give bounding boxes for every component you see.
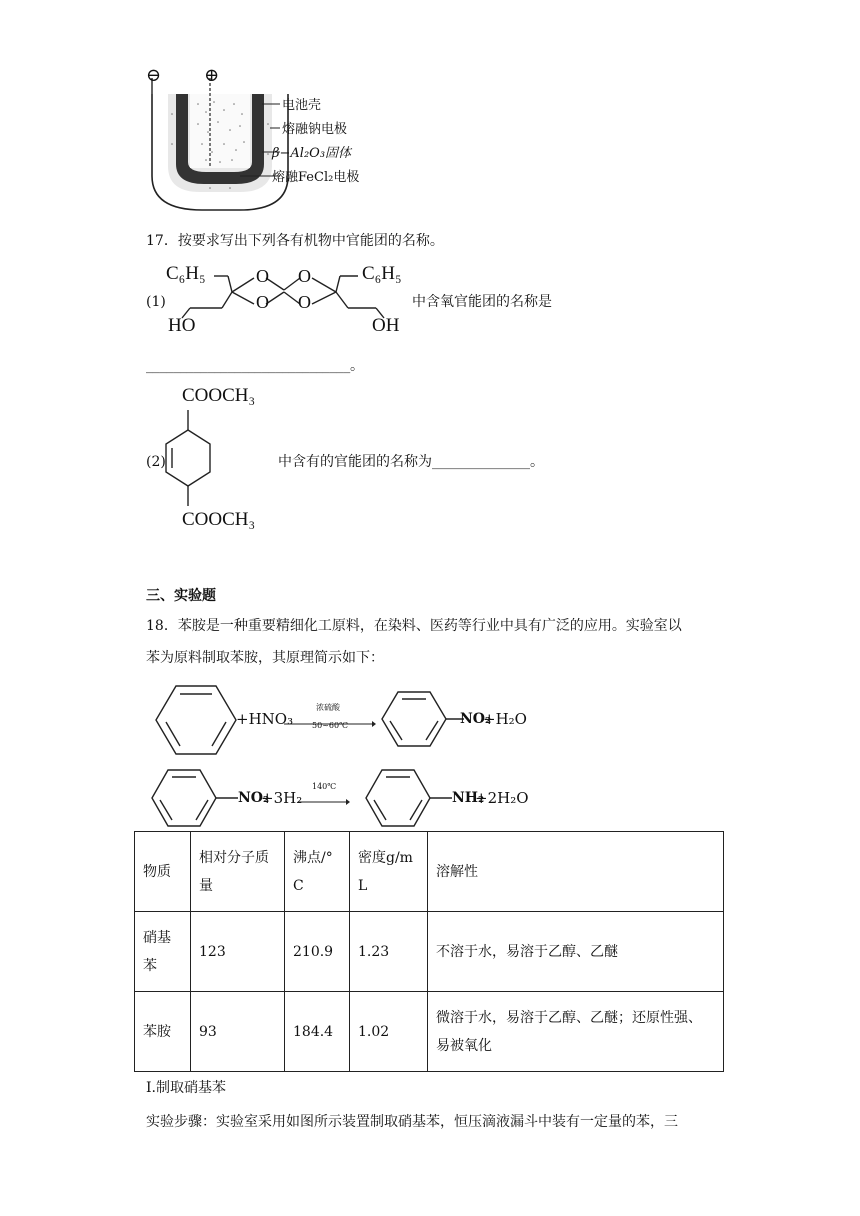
table-header-cell: 相对分子质量	[191, 832, 285, 912]
reaction2-reactant-group: NO₂	[238, 790, 270, 806]
reaction1-reagent: +HNO₃	[236, 710, 294, 728]
table-cell: 123	[191, 912, 285, 992]
reaction1-condition-temperature: 50~60℃	[312, 721, 349, 730]
q17-part1-prompt: 中含氧官能团的名称是	[412, 294, 552, 310]
fecl2-electrode	[190, 94, 250, 168]
reaction2-reagent: +3H₂	[261, 789, 303, 807]
battery-plus-terminal: ⊕	[204, 65, 220, 86]
q18-steps: 实验步骤：实验室采用如图所示装置制取硝基苯，恒压滴液漏斗中装有一定量的苯，三	[146, 1114, 678, 1130]
spiro-c6h5-right: C₆H₅	[362, 263, 402, 284]
table-cell: 210.9	[285, 912, 350, 992]
reaction1-product-group: NO₂	[460, 711, 492, 727]
spiro-oh-right: OH	[372, 315, 400, 336]
table-cell: 硝基苯	[135, 912, 191, 992]
reaction1-condition-catalyst: 浓硫酸	[316, 703, 340, 712]
reaction2-product-group: NH₂	[452, 790, 485, 806]
table-row	[135, 992, 724, 1072]
section-heading-experiment: 三、实验题	[146, 588, 216, 604]
q18-intro-line1: 18．苯胺是一种重要精细化工原料，在染料、医药等行业中具有广泛的应用。实验室以	[146, 618, 682, 634]
diester-cooch3-top: COOCH₃	[182, 385, 256, 406]
reaction2-condition-temperature: 140℃	[312, 782, 337, 791]
table-header-cell: 溶解性	[428, 832, 724, 912]
battery-minus-terminal: ⊖	[146, 65, 162, 86]
cyclohexene-diester-structure	[156, 404, 236, 514]
table-header-cell: 沸点/°C	[285, 832, 350, 912]
reaction2-nitrobenzene-ring	[150, 768, 242, 828]
table-cell: 苯胺	[135, 992, 191, 1072]
q17-part2-prompt: 中含有的官能团的名称为______________。	[278, 454, 544, 470]
q18-intro-line2: 苯为原料制取苯胺，其原理简示如下：	[146, 650, 384, 666]
reaction2-aniline-ring	[364, 768, 456, 828]
table-header-cell: 物质	[135, 832, 191, 912]
spiro-c6h5-left: C₆H₅	[166, 263, 206, 284]
spiro-o-top-left: O	[256, 266, 269, 286]
reaction2-arrow	[298, 794, 350, 802]
battery-label-shell: 电池壳	[282, 98, 322, 113]
q17-title: 17．按要求写出下列各有机物中官能团的名称。	[146, 233, 444, 249]
battery-label-alumina: β−Al₂O₃固体	[272, 146, 352, 161]
reaction1-nitrobenzene-ring	[380, 690, 468, 748]
table-cell: 184.4	[285, 992, 350, 1072]
table-cell: 1.02	[350, 992, 428, 1072]
spiro-o-bottom-left: O	[256, 292, 269, 312]
q17-part1-number: (1)	[146, 294, 166, 310]
properties-table	[134, 831, 724, 1072]
table-cell: 微溶于水，易溶于乙醇、乙醚；还原性强、易被氧化	[428, 992, 724, 1072]
battery-label-sodium: 熔融钠电极	[282, 122, 348, 137]
battery-label-fecl2: 熔融FeCl₂电极	[272, 170, 360, 185]
spiro-o-top-right: O	[298, 266, 311, 286]
reaction2-product-tail: +2H₂O	[475, 789, 529, 807]
q18-subheading: I.制取硝基苯	[146, 1080, 226, 1096]
table-cell: 不溶于水，易溶于乙醇、乙醚	[428, 912, 724, 992]
q17-part2-number: (2)	[146, 454, 166, 470]
diester-cooch3-bottom: COOCH₃	[182, 509, 256, 530]
spiro-o-bottom-right: O	[298, 292, 311, 312]
table-header-cell: 密度g/mL	[350, 832, 428, 912]
table-row	[135, 912, 724, 992]
reaction1-benzene	[152, 684, 240, 756]
spiro-oh-left: HO	[168, 315, 196, 336]
table-header-row	[135, 832, 724, 912]
table-cell: 93	[191, 992, 285, 1072]
reaction1-product-tail: +H₂O	[483, 710, 527, 728]
q17-part1-answer-blank[interactable]: ______________________________。	[146, 358, 364, 374]
table-cell: 1.23	[350, 912, 428, 992]
